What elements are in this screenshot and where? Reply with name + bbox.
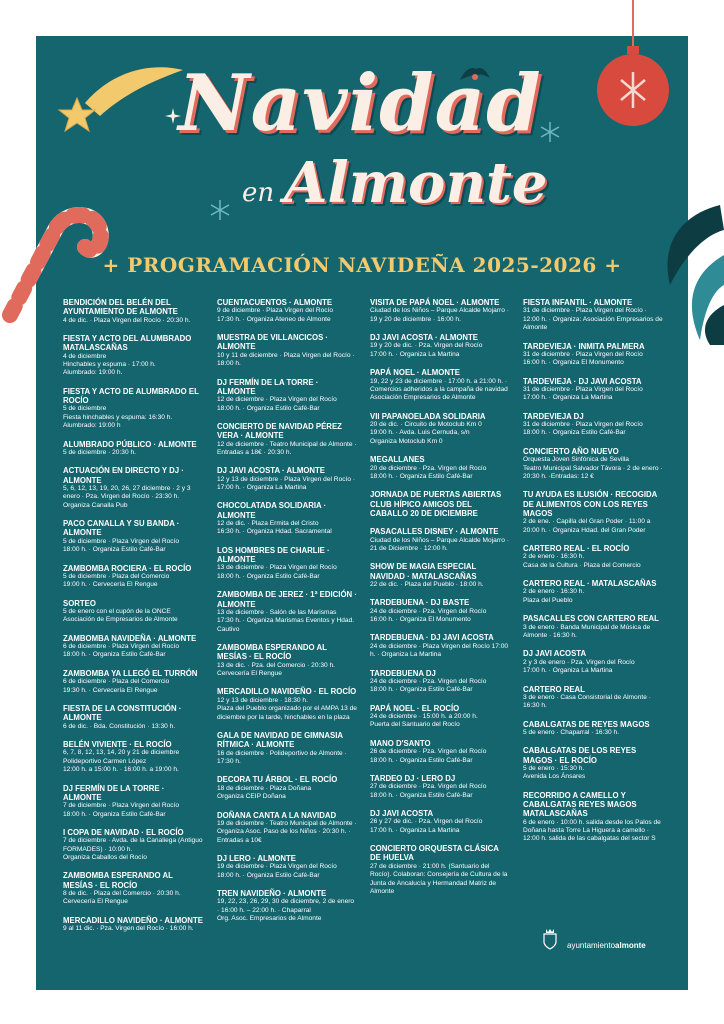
event-item bbox=[217, 422, 357, 457]
event-detail: 5 de enero · 15:30 h. bbox=[523, 764, 585, 772]
event-item bbox=[523, 746, 663, 781]
event-detail: 10 y 11 de diciembre · Plaza Virgen del Rocío · 18:00 h. bbox=[217, 351, 355, 368]
event-detail: 18:00 h. · Organiza Estilo Café-Bar bbox=[217, 404, 320, 412]
event-detail: Organiza Caballos del Rocío bbox=[63, 854, 147, 862]
event-title: DJ FERMÍN DE LA TORRE · ALMONTE bbox=[63, 783, 165, 802]
event-title: TARDEO DJ · LERO DJ bbox=[370, 773, 456, 783]
event-title: CARTERO REAL · MATALASCAÑAS bbox=[523, 579, 657, 589]
event-item bbox=[63, 784, 203, 819]
event-item bbox=[523, 412, 663, 438]
event-detail: Avenida Los Ánsares bbox=[523, 773, 586, 781]
event-title: DJ JAVI ACOSTA bbox=[523, 649, 587, 659]
event-item bbox=[217, 378, 357, 413]
event-detail: 13 de diciembre · Plaza Virgen del Rocío bbox=[217, 564, 337, 572]
event-detail: 2 de ene. · Capilla del Gran Poder · 11:00 a 20:00 h. · Organiza Hdad. del Gran Poder bbox=[523, 518, 651, 534]
event-item bbox=[63, 564, 203, 590]
event-detail: 16:30 h. · Organiza Hdad. Sacramental bbox=[217, 528, 332, 536]
event-title: DJ JAVI ACOSTA bbox=[370, 809, 434, 819]
event-title: MANO D'SANTO bbox=[370, 738, 431, 748]
event-title: CONCIERTO ORQUESTA CLÁSICA DE HUELVA bbox=[370, 844, 499, 863]
event-detail: 12 de diciembre · Plaza Virgen del Rocío bbox=[217, 396, 337, 404]
event-title: FIESTA Y ACTO DEL ALUMBRADO MATALASCAÑAS bbox=[63, 334, 192, 353]
event-detail: 18:00 h. · Organiza Estilo Café-Bar bbox=[370, 686, 473, 694]
event-title: FIESTA Y ACTO DE ALUMBRADO EL ROCÍO bbox=[63, 386, 199, 406]
event-item bbox=[523, 342, 663, 368]
event-item bbox=[523, 614, 663, 640]
event-detail: 24 de diciembre · 15:00 h. a 20:00 h. bbox=[370, 712, 478, 720]
events-column-2 bbox=[217, 298, 357, 933]
event-detail: Teatro Municipal Salvador Távora · 2 de enero · 20:30 h. ·Entradas: 12 € bbox=[523, 464, 663, 480]
event-detail: 26 de diciembre · Pza. Virgen del Rocío bbox=[370, 748, 487, 756]
event-title: TARDEVIEJA · DJ JAVI ACOSTA bbox=[523, 376, 642, 386]
event-detail: 27 de diciembre · 21:00 h. (Santuario del Rocío). Colaboran: Consejería de Cultura de la Junta de Ancalucía y Hermandad Matriz de Almonte bbox=[370, 862, 508, 895]
event-detail: 8 de dic. · Plaza del Comercio · 20:30 h. bbox=[63, 890, 181, 898]
event-title: ZAMBOMBA YA LLEGÓ EL TURRÓN bbox=[63, 668, 198, 678]
event-detail: 6 de enero · 10:00 h. salida desde los Palos de Doñana hasta Torre La Higuera a camello · 12:00 h. salida de las cabalgatas del sector S bbox=[523, 818, 661, 843]
event-item bbox=[217, 889, 357, 924]
event-item bbox=[63, 466, 203, 510]
event-item bbox=[63, 916, 203, 934]
event-detail: 18:00 h. · Organiza Estilo Café-Bar bbox=[217, 572, 320, 580]
event-detail: 19 de diciembre · Plaza Virgen del Rocío bbox=[217, 863, 337, 871]
event-item bbox=[523, 791, 663, 844]
event-detail: Hinchables y espuma · 17:00 h. bbox=[63, 361, 156, 368]
event-detail: 4 de diciembre bbox=[63, 352, 107, 360]
event-detail: Puerta del Santuario del Rocío bbox=[370, 721, 460, 729]
event-title: PAPÁ NOEL · EL ROCÍO bbox=[370, 703, 460, 713]
event-detail: Ciudad de los Niños – Parque Alcalde Mojarro · 21 de Diciembre · 12:00 h. bbox=[370, 536, 509, 552]
event-detail: 18:00 h. · Organiza Estilo Café-Bar bbox=[523, 429, 626, 437]
event-item bbox=[217, 546, 357, 581]
event-detail: 12 y 13 de diciembre · Plaza Virgen del Rocío · 17:00 h. · Organiza La Martina bbox=[217, 475, 356, 492]
event-item bbox=[370, 739, 510, 765]
town-hall-logo-text bbox=[567, 941, 646, 950]
event-title: VII PAPANOELADA SOLIDARIA bbox=[370, 411, 486, 421]
event-detail: 18 de diciembre · Plaza Doñana bbox=[217, 784, 312, 792]
event-item bbox=[523, 685, 663, 711]
event-item bbox=[217, 687, 357, 722]
event-title: MUESTRA DE VILLANCICOS · ALMONTE bbox=[217, 333, 329, 352]
event-item bbox=[217, 731, 357, 766]
event-item bbox=[63, 440, 203, 458]
event-detail: Polideportivo Carmen López bbox=[63, 757, 147, 765]
event-detail: 12 de dic. · Plaza Ermita del Cristo bbox=[217, 520, 319, 528]
event-detail: 17:00 h. · Organiza La Martina bbox=[523, 394, 613, 402]
event-item bbox=[63, 599, 203, 625]
event-title: JORNADA DE PUERTAS ABIERTAS CLUB HÍPICO AMIGOS DEL CABALLO 20 DE DICIEMBRE bbox=[370, 490, 502, 518]
event-detail: 18:00 h. · Organiza Estilo Café-Bar bbox=[217, 871, 320, 879]
event-detail: 31 de diciembre · Plaza Virgen del Rocío bbox=[523, 421, 643, 429]
event-detail: 17:30 h. · Organiza Ateneo de Almonte bbox=[217, 315, 331, 323]
title-en: en bbox=[242, 178, 275, 208]
event-detail: 16 de diciembre · Polideportivo de Almonte · 17:30 h. bbox=[217, 749, 347, 765]
event-detail: 5 de enero · Chaparral · 16:30 h. bbox=[523, 728, 620, 736]
event-item bbox=[523, 579, 663, 605]
event-detail: Plaza del Pueblo bbox=[523, 596, 573, 604]
event-title: CARTERO REAL · EL ROCÍO bbox=[523, 544, 630, 554]
event-detail: 17:00 h. · Organiza La Martina bbox=[370, 350, 460, 358]
event-title: TARDEBUENA · DJ JAVI ACOSTA bbox=[370, 633, 494, 643]
event-detail: 17:00 h. · Organiza La Martina bbox=[523, 667, 613, 675]
event-title: CUENTACUENTOS · ALMONTE bbox=[217, 298, 333, 307]
event-title: TARDEBUENA DJ bbox=[370, 668, 436, 678]
event-title: DJ JAVI ACOSTA · ALMONTE bbox=[217, 466, 326, 476]
event-detail: 13 de diciembre · Salón de las Marismas bbox=[217, 608, 337, 616]
event-item bbox=[370, 368, 510, 403]
logo-text-a: ayuntamiento bbox=[567, 941, 616, 950]
event-title: DJ LERO · ALMONTE bbox=[217, 854, 296, 864]
event-detail: Organiza Canalla Pub bbox=[63, 501, 128, 509]
event-item bbox=[63, 519, 203, 554]
event-item bbox=[63, 387, 203, 431]
event-detail: 18:00 h. · Organiza Estilo Café-Bar bbox=[63, 810, 166, 818]
event-title: ALUMBRADO PÚBLICO · ALMONTE bbox=[63, 439, 197, 449]
event-title: CARTERO REAL bbox=[523, 684, 585, 694]
event-detail: Alumbrado: 19:00 h. bbox=[63, 369, 123, 377]
event-detail: 18:00 h. · Organiza Estilo Café-Bar bbox=[370, 791, 473, 799]
event-detail: 16:00 h. · Organiza El Monumento bbox=[523, 359, 624, 367]
event-title: PACO CANALLA Y SU BANDA · ALMONTE bbox=[63, 519, 180, 538]
event-item bbox=[370, 490, 510, 518]
event-detail: Ciudad de los Niños – Parque Alcalde Mojarro · 19 y 20 de diciembre · 16:00 h. bbox=[370, 307, 509, 323]
event-item bbox=[370, 298, 510, 324]
event-detail: 9 al 11 dic. · Pza. Virgen del Rocío · 16:00 h. bbox=[63, 925, 194, 933]
event-title: ZAMBOMBA DE JEREZ · 1ª EDICIÓN · ALMONTE bbox=[217, 590, 357, 609]
event-detail: 24 de diciembre · Pza. Virgen del Rocío bbox=[370, 677, 487, 685]
event-detail: Organiza Motoclub Km 0 bbox=[370, 437, 443, 445]
event-title: I COPA DE NAVIDAD · EL ROCÍO bbox=[63, 827, 184, 837]
event-item bbox=[63, 704, 203, 731]
event-detail: 13 de dic. · Pza. del Comercio · 20:30 h. bbox=[217, 661, 336, 669]
event-detail: 19:00 h. · Avda. Luis Cernuda, s/n bbox=[370, 429, 470, 437]
event-detail: 19, 22, 23, 26, 29, 30 de diciembre, 2 de enero · 16:00 h. – 22:00 h. · Chaparral bbox=[217, 898, 355, 914]
event-detail: 18:00 h. · Organiza Estilo Café-Bar bbox=[63, 546, 166, 554]
event-detail: 31 de diciembre · Plaza Virgen del Rocío bbox=[523, 385, 643, 393]
event-title: MEGALLANES bbox=[370, 455, 425, 465]
event-detail: 5, 6, 12, 13, 19, 20, 26, 27 diciembre · 2 y 3 enero · Pza. Virgen del Rocío · 23:30 h. bbox=[63, 484, 191, 501]
title-navidad: Navidad bbox=[178, 58, 542, 149]
event-title: CONCIERTO AÑO NUEVO bbox=[523, 446, 619, 456]
event-item bbox=[63, 828, 203, 863]
event-title: VISITA DE PAPÁ NOEL · ALMONTE bbox=[370, 298, 500, 307]
event-detail: 6, 7, 8, 12, 13, 14, 20 y 21 de diciembre bbox=[63, 749, 180, 757]
event-detail: 6 de diciembre · Plaza del Comercio bbox=[63, 678, 170, 686]
logo-text-b: almonte bbox=[615, 941, 646, 950]
title-almonte: Almonte bbox=[284, 150, 548, 216]
event-detail: Organiza CEIP Doñana bbox=[217, 793, 286, 801]
event-detail: 19:30 h. · Cervecería El Rengue bbox=[63, 686, 158, 694]
event-detail: 20 de dic. · Circuito de Motoclub Km 0 bbox=[370, 421, 482, 429]
event-title: CHOCOLATADA SOLIDARIA · ALMONTE bbox=[217, 501, 327, 520]
event-title: TREN NAVIDEÑO · ALMONTE bbox=[217, 889, 327, 899]
event-detail: 5 de diciembre · Plaza del Comercio bbox=[63, 572, 170, 580]
event-item bbox=[217, 501, 357, 536]
event-item bbox=[370, 633, 510, 659]
event-detail: 12 de diciembre · Teatro Municipal de Almonte · Entradas a 18€ · 20:30 h. bbox=[217, 440, 357, 456]
event-title: CONCIERTO DE NAVIDAD PÉREZ VERA · ALMONTE bbox=[217, 421, 342, 441]
event-item bbox=[523, 490, 663, 535]
event-detail: 4 de dic. · Plaza Virgen del Rocío · 20:30 h. bbox=[63, 316, 191, 324]
event-detail: Cervecería El Rengue bbox=[63, 898, 128, 906]
event-detail: 3 de enero · Casa Consistorial de Almonte · 16:30 h. bbox=[523, 693, 651, 710]
event-title: ACTUACIÓN EN DIRECTO Y DJ · ALMONTE bbox=[63, 466, 184, 485]
event-detail: 18:00 h. · Organiza Estilo Café-Bar bbox=[370, 756, 473, 764]
event-item bbox=[370, 844, 510, 896]
event-title: TARDEBUENA · DJ BASTE bbox=[370, 598, 470, 608]
events-column-4 bbox=[523, 298, 663, 853]
event-title: ZAMBOMBA ROCIERA · EL ROCÍO bbox=[63, 563, 192, 573]
event-detail: 5 de enero con el cupón de la ONCE bbox=[63, 607, 171, 615]
event-item bbox=[63, 298, 203, 325]
event-detail: 22 de dic. · Plaza del Pueblo · 18:00 h. bbox=[370, 580, 484, 588]
event-item bbox=[63, 334, 203, 378]
event-detail: 5 de diciembre · Plaza Virgen del Rocío bbox=[63, 537, 180, 545]
event-item bbox=[370, 562, 510, 589]
snowflake-icon bbox=[208, 198, 232, 222]
event-title: CABALGATAS DE REYES MAGOS bbox=[523, 719, 650, 729]
event-detail: Fiesta hinchables y espuma: 16:30 h. bbox=[63, 413, 173, 421]
event-title: LOS HOMBRES DE CHARLIE · ALMONTE bbox=[217, 545, 330, 565]
event-title: GALA DE NAVIDAD DE GIMNASIA RÍTMICA · ALMONTE bbox=[217, 730, 343, 750]
event-title: MERCADILLO NAVIDEÑO · ALMONTE bbox=[63, 915, 203, 925]
event-title: SHOW DE MAGIA ESPECIAL NAVIDAD · MATALASCAÑAS bbox=[370, 562, 477, 581]
events-column-1 bbox=[63, 298, 203, 943]
event-item bbox=[370, 527, 510, 553]
event-item bbox=[217, 333, 357, 368]
event-detail: 31 de diciembre · Plaza Virgen del Rocío · 12:00 h. · Organiza: Asociación Empresarios de Almonte bbox=[523, 307, 663, 332]
event-item bbox=[523, 649, 663, 675]
events-column-3 bbox=[370, 298, 510, 905]
event-item bbox=[370, 774, 510, 800]
event-detail: 5 de diciembre · 20:30 h. bbox=[63, 448, 136, 456]
event-item bbox=[523, 447, 663, 482]
event-item bbox=[370, 809, 510, 835]
event-item bbox=[523, 377, 663, 403]
event-item bbox=[523, 544, 663, 570]
event-title: BELÉN VIVIENTE · EL ROCÍO bbox=[63, 739, 172, 749]
event-item bbox=[217, 854, 357, 880]
event-item bbox=[217, 811, 357, 846]
event-detail: 2 y 3 de enero · Pza. Virgen del Rocío bbox=[523, 658, 635, 666]
event-detail: 2 de enero · 16:30 h. bbox=[523, 588, 585, 596]
event-detail: 19:00 h. · Cervecería El Rengue bbox=[63, 581, 158, 589]
event-title: DJ JAVI ACOSTA · ALMONTE bbox=[370, 333, 479, 343]
event-item bbox=[217, 298, 357, 324]
event-title: DOÑANA CANTA A LA NAVIDAD bbox=[217, 810, 337, 820]
event-detail: 5 de diciembre bbox=[63, 405, 107, 413]
event-detail: 26 y 27 de dic. · Pza. Virgen del Rocío bbox=[370, 818, 483, 826]
event-title: FIESTA INFANTIL · ALMONTE bbox=[523, 298, 633, 307]
event-item bbox=[63, 669, 203, 695]
programme-subtitle: + PROGRAMACIÓN NAVIDEÑA 2025-2026 + bbox=[102, 253, 622, 277]
event-detail: 17:00 h. · Organiza La Martina bbox=[370, 826, 460, 834]
event-detail: 3 de enero · Banda Municipal de Música de Almonte · 16:30 h. bbox=[523, 623, 651, 639]
event-item bbox=[217, 775, 357, 801]
event-item bbox=[217, 643, 357, 678]
event-item bbox=[63, 871, 203, 906]
event-detail: 24 de diciembre · Plaza Virgen del Rocío 17:00 h. · Organiza La Martina bbox=[370, 642, 509, 659]
event-detail: 7 de diciembre · Avda. de la Canaliega (Antiguo FORMADES) · 10:00 h. bbox=[63, 837, 203, 853]
event-item bbox=[370, 412, 510, 447]
ornament-ball-icon bbox=[595, 0, 675, 135]
event-title: SORTEO bbox=[63, 598, 96, 608]
event-item bbox=[370, 333, 510, 359]
event-detail: 6 de diciembre · Plaza Virgen del Rocío bbox=[63, 643, 180, 651]
event-detail: 19, 22 y 23 de diciembre · 17:00 h. a 21:00 h. · Comercios adheridos a la campaña de navidad Asociación Empresarios de Almonte bbox=[370, 377, 508, 402]
town-crest-icon bbox=[542, 928, 558, 950]
event-detail: Org. Asoc. Empresarios de Almonte bbox=[217, 915, 322, 923]
event-item bbox=[370, 598, 510, 624]
event-title: DJ FERMÍN DE LA TORRE · ALMONTE bbox=[217, 377, 319, 396]
event-detail: 12:00 h. a 15:00 h. · 16:00 h. a 19:00 h. bbox=[63, 766, 179, 774]
event-detail: Asociación de Empresarios de Almonte bbox=[63, 616, 178, 624]
event-detail: 24 de diciembre · Pza. Virgen del Rocío bbox=[370, 607, 487, 615]
event-detail: 2 de enero · 16:30 h. bbox=[523, 553, 585, 561]
event-detail: 19 de diciembre · Teatro Municipal de Almonte · Organiza Asoc. Paso de los Niños · 20:30 h. · Entradas a 10€ bbox=[217, 819, 357, 844]
event-title: TARDEVIEJA DJ bbox=[523, 411, 584, 421]
event-detail: 7 de diciembre · Plaza Virgen del Rocío bbox=[63, 802, 180, 810]
event-detail: 27 de diciembre · Pza. Virgen del Rocío bbox=[370, 783, 487, 791]
event-title: ZAMBOMBA NAVIDEÑA · ALMONTE bbox=[63, 633, 197, 643]
event-item bbox=[370, 669, 510, 695]
event-title: CABALGATAS DE LOS REYES MAGOS · EL ROCÍO bbox=[523, 746, 637, 765]
event-title: PAPÁ NOEL · ALMONTE bbox=[370, 368, 460, 378]
event-title: PASACALLES DISNEY · ALMONTE bbox=[370, 527, 499, 537]
event-detail: 17:30 h. · Organiza Marismas Eventos y Hdad. Cautivo bbox=[217, 617, 355, 633]
event-detail: 18:00 h. · Organiza Estilo Café-Bar bbox=[63, 651, 166, 659]
event-item bbox=[63, 634, 203, 660]
event-title: RECORRIDO A CAMELLO Y CABALGATAS REYES MAGOS MATALASCAÑAS bbox=[523, 790, 637, 819]
event-detail: Plaza del Pueblo organizado por el AMPA 13 de diciembre por la tarde, hinchables en la plaza bbox=[217, 705, 357, 721]
event-detail: 16:00 h. · Organiza El Monumento bbox=[370, 616, 471, 624]
event-title: TARDEVIEJA · INMITA PALMERA bbox=[523, 341, 645, 351]
event-title: MERCADILLO NAVIDEÑO · EL ROCÍO bbox=[217, 687, 357, 697]
event-detail: Orquesta Joven Sinfónica de Sevilla bbox=[523, 456, 629, 464]
event-detail: Casa de la Cultura · Plaza del Comercio bbox=[523, 561, 641, 569]
event-item bbox=[217, 590, 357, 634]
event-detail: 6 de dic. · Bda. Constitución · 13:30 h. bbox=[63, 722, 176, 730]
event-title: BENDICIÓN DEL BELÉN DEL AYUNTAMIENTO DE ALMONTE bbox=[63, 298, 178, 317]
event-item bbox=[370, 704, 510, 730]
event-detail: 12 y 13 de diciembre · 18:30 h. bbox=[217, 696, 308, 704]
event-detail: 20 de diciembre · Pza. Virgen del Rocío bbox=[370, 464, 487, 472]
event-detail: Cervecería El Rengue bbox=[217, 670, 282, 678]
event-title: ZAMBOMBA ESPERANDO AL MESÍAS · EL ROCÍO bbox=[217, 643, 327, 662]
event-item bbox=[63, 740, 203, 775]
event-item bbox=[523, 720, 663, 738]
event-title: PASACALLES CON CARTERO REAL bbox=[523, 614, 659, 624]
event-detail: 31 de diciembre · Plaza Virgen del Rocío bbox=[523, 350, 643, 358]
event-item bbox=[370, 455, 510, 481]
event-item bbox=[523, 298, 663, 333]
event-detail: Alumbrado: 19:00 h bbox=[63, 422, 121, 430]
event-detail: 18:00 h. · Organiza Estilo Café-Bar bbox=[370, 472, 473, 480]
event-title: ZAMBOMBA ESPERANDO AL MESÍAS · EL ROCÍO bbox=[63, 871, 173, 890]
event-title: TU AYUDA ES ILUSIÓN · RECOGIDA DE ALIMENTOS CON LOS REYES MAGOS bbox=[523, 490, 658, 518]
event-detail: 19 y 20 de dic. · Pza. Virgen del Rocío bbox=[370, 342, 483, 350]
event-title: DECORA TU ÁRBOL · EL ROCÍO bbox=[217, 775, 338, 785]
event-item bbox=[217, 466, 357, 492]
event-detail: 9 de diciembre · Plaza Virgen del Rocío bbox=[217, 307, 334, 315]
event-title: FIESTA DE LA CONSTITUCIÓN · ALMONTE bbox=[63, 703, 182, 723]
